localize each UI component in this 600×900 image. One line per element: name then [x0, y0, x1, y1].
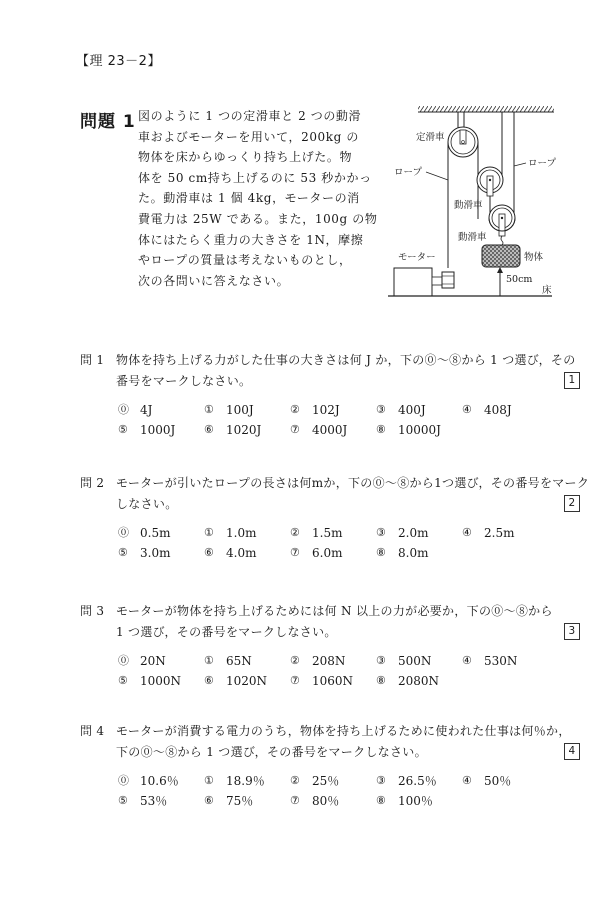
- intro-line: 物体を床からゆっくり持ち上げた。物: [138, 150, 353, 165]
- choice-number: ②: [290, 654, 300, 667]
- choice-list: [118, 523, 580, 563]
- label-movable-pulley-2: 動滑車: [458, 232, 487, 243]
- choice-number: ②: [290, 526, 300, 539]
- choice-item: [118, 791, 204, 811]
- choice-number: ⑧: [376, 674, 386, 687]
- choice-value: 4.0m: [226, 546, 257, 560]
- choice-value: 6.0m: [312, 546, 343, 560]
- choice-value: 4000J: [312, 423, 348, 437]
- question-text-line: 下の⓪～⑧から 1 つ選び，その番号をマークしなさい。: [116, 745, 427, 759]
- question-text-line: モーターが消費する電力のうち，物体を持ち上げるために使われた仕事は何％か，: [116, 724, 571, 738]
- choice-number: ①: [204, 654, 214, 667]
- fixed-pulley: [448, 112, 478, 157]
- intro-line: 図のように 1 つの定滑車と 2 つの動滑: [138, 109, 362, 123]
- choice-item: [204, 671, 290, 691]
- answer-mark-box: 4: [564, 743, 580, 760]
- choice-value: 75％: [226, 794, 254, 808]
- question-number: 問 1: [80, 353, 105, 367]
- choice-item: [204, 791, 290, 811]
- object: [482, 236, 520, 267]
- choice-number: ④: [462, 654, 472, 667]
- choice-item: [118, 400, 204, 420]
- choice-item: [118, 671, 204, 691]
- page-header-code: 【理 23－2】: [76, 54, 161, 69]
- choice-value: 3.0m: [140, 546, 171, 560]
- choice-item: [290, 543, 376, 563]
- choice-item: [204, 651, 290, 671]
- choice-number: ⑦: [290, 794, 300, 807]
- intro-line: やロープの質量は考えないものとし，: [138, 253, 352, 268]
- choice-item: [118, 523, 204, 543]
- ceiling: [418, 106, 554, 112]
- choice-value: 65N: [226, 654, 252, 668]
- intro-line: 費電力は 25W である。また，100g の物: [138, 211, 378, 226]
- intro-line: 体を 50 cm持ち上げるのに 53 秒かかっ: [138, 170, 372, 185]
- choice-item: [376, 651, 462, 671]
- choice-number: ②: [290, 774, 300, 787]
- intro-line: た。動滑車は 1 個 4kg，モーターの消: [138, 191, 360, 206]
- choice-value: 208N: [312, 654, 346, 668]
- choice-number: ⑥: [204, 423, 214, 436]
- height-arrow: [497, 267, 503, 296]
- question-3: [80, 601, 580, 691]
- choice-item: [290, 400, 376, 420]
- choice-number: ⑦: [290, 674, 300, 687]
- choice-number: ①: [204, 526, 214, 539]
- label-height: 50cm: [506, 274, 533, 285]
- choice-value: 1.0m: [226, 526, 257, 540]
- choice-number: ⑥: [204, 674, 214, 687]
- choice-value: 1060N: [312, 674, 354, 688]
- choice-item: [290, 791, 376, 811]
- choice-number: ⑤: [118, 423, 128, 436]
- choice-number: ③: [376, 654, 386, 667]
- choice-number: ⑤: [118, 794, 128, 807]
- question-number: 問 4: [80, 724, 105, 738]
- choice-number: ⑦: [290, 546, 300, 559]
- choice-value: 530N: [484, 654, 518, 668]
- choice-number: ⑧: [376, 423, 386, 436]
- choice-number: ⑥: [204, 546, 214, 559]
- choice-item: [462, 651, 548, 671]
- choice-value: 1.5m: [312, 526, 343, 540]
- label-object: 物体: [524, 252, 544, 263]
- choice-value: 26.5％: [398, 774, 437, 788]
- choice-item: [376, 420, 462, 440]
- choice-list: [118, 400, 580, 440]
- choice-item: [290, 651, 376, 671]
- choice-value: 10000J: [398, 423, 441, 437]
- choice-item: [290, 671, 376, 691]
- choice-number: ⑤: [118, 674, 128, 687]
- label-floor: 床: [542, 285, 552, 296]
- choice-item: [118, 771, 204, 791]
- label-rope-right: ロープ: [528, 158, 557, 169]
- question-1: [80, 350, 580, 440]
- pulley-diagram: [380, 100, 580, 300]
- motor: [394, 268, 454, 296]
- question-text-line: しなさい。: [116, 497, 178, 511]
- choice-list: [118, 651, 580, 691]
- choice-list: [118, 771, 580, 811]
- choice-number: ⑧: [376, 794, 386, 807]
- choice-number: ⓪: [118, 654, 129, 667]
- question-text-line: モーターが物体を持ち上げるためには何 N 以上の力が必要か，下の⓪～⑧から: [116, 604, 553, 618]
- problem-title: 問題 1: [80, 112, 136, 132]
- movable-pulley-2: [478, 196, 515, 236]
- choice-value: 1000N: [140, 674, 182, 688]
- choice-item: [376, 771, 462, 791]
- choice-value: 4J: [140, 403, 153, 417]
- choice-number: ⑤: [118, 546, 128, 559]
- choice-item: [462, 523, 548, 543]
- choice-value: 408J: [484, 403, 512, 417]
- choice-item: [204, 771, 290, 791]
- problem-intro: [138, 106, 378, 291]
- choice-value: 2.0m: [398, 526, 429, 540]
- choice-item: [204, 543, 290, 563]
- choice-item: [290, 420, 376, 440]
- choice-item: [290, 523, 376, 543]
- choice-number: ⓪: [118, 526, 129, 539]
- choice-value: 1020J: [226, 423, 262, 437]
- choice-item: [376, 400, 462, 420]
- question-text-line: 番号をマークしなさい。: [116, 374, 252, 388]
- choice-number: ⑥: [204, 794, 214, 807]
- choice-item: [118, 543, 204, 563]
- choice-number: ①: [204, 403, 214, 416]
- answer-mark-box: 3: [564, 623, 580, 640]
- choice-item: [376, 543, 462, 563]
- choice-value: 18.9％: [226, 774, 265, 788]
- question-text-line: モーターが引いたロープの長さは何mか，下の⓪～⑧から1つ選び，その番号をマーク: [116, 476, 590, 490]
- choice-value: 10.6％: [140, 774, 179, 788]
- choice-item: [118, 420, 204, 440]
- choice-item: [462, 771, 548, 791]
- question-text-line: 1 つ選び，その番号をマークしなさい。: [116, 625, 337, 639]
- choice-number: ⑦: [290, 423, 300, 436]
- choice-value: 1000J: [140, 423, 176, 437]
- question-number: 問 3: [80, 604, 105, 618]
- choice-value: 100％: [398, 794, 433, 808]
- choice-number: ⑧: [376, 546, 386, 559]
- choice-value: 2080N: [398, 674, 440, 688]
- choice-item: [290, 771, 376, 791]
- intro-line: 体にはたらく重力の大きさを 1N，摩擦: [138, 232, 364, 247]
- choice-value: 0.5m: [140, 526, 171, 540]
- answer-mark-box: 2: [564, 495, 580, 512]
- choice-value: 1020N: [226, 674, 268, 688]
- label-rope-left: ロープ: [394, 167, 423, 178]
- choice-item: [204, 400, 290, 420]
- choice-number: ⓪: [118, 774, 129, 787]
- choice-value: 100J: [226, 403, 254, 417]
- answer-mark-box: 1: [564, 372, 580, 389]
- label-movable-pulley-1: 動滑車: [454, 200, 483, 211]
- choice-value: 50％: [484, 774, 512, 788]
- choice-value: 500N: [398, 654, 432, 668]
- label-fixed-pulley: 定滑車: [416, 132, 445, 143]
- choice-number: ③: [376, 526, 386, 539]
- choice-number: ⓪: [118, 403, 129, 416]
- choice-item: [462, 400, 548, 420]
- intro-line: 車およびモーターを用いて，200kg の: [138, 129, 359, 144]
- label-motor: モーター: [398, 252, 436, 263]
- choice-value: 400J: [398, 403, 426, 417]
- choice-number: ②: [290, 403, 300, 416]
- choice-item: [204, 420, 290, 440]
- choice-value: 53％: [140, 794, 168, 808]
- movable-pulley-1: [477, 167, 503, 196]
- choice-number: ①: [204, 774, 214, 787]
- intro-line: 次の各問いに答えなさい。: [138, 273, 290, 288]
- choice-number: ④: [462, 526, 472, 539]
- question-text-line: 物体を持ち上げる力がした仕事の大きさは何 J か，下の⓪～⑧から 1 つ選び，その: [116, 353, 576, 367]
- question-4: [80, 721, 580, 811]
- choice-number: ③: [376, 403, 386, 416]
- choice-number: ④: [462, 403, 472, 416]
- choice-value: 102J: [312, 403, 340, 417]
- choice-number: ③: [376, 774, 386, 787]
- choice-number: ④: [462, 774, 472, 787]
- question-number: 問 2: [80, 476, 105, 490]
- choice-value: 25％: [312, 774, 340, 788]
- choice-item: [118, 651, 204, 671]
- choice-item: [376, 671, 462, 691]
- choice-value: 8.0m: [398, 546, 429, 560]
- choice-item: [376, 791, 462, 811]
- choice-item: [204, 523, 290, 543]
- choice-value: 80％: [312, 794, 340, 808]
- choice-value: 20N: [140, 654, 166, 668]
- question-2: [80, 473, 590, 563]
- choice-value: 2.5m: [484, 526, 515, 540]
- choice-item: [376, 523, 462, 543]
